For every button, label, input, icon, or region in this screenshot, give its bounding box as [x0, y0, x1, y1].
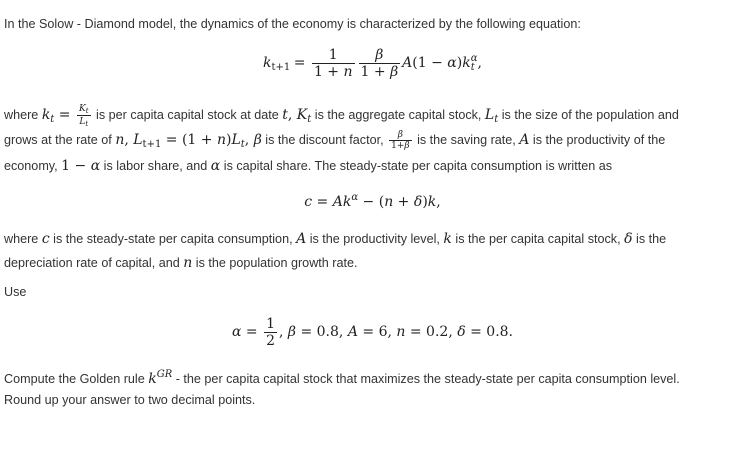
parameter-values-equation: α = $\frac{1}{2}$ , β = 0.8, A = 6, n = 0.2, δ = 0.8.	[231, 316, 514, 350]
dynamics-equation: $k_{t+1}$ = $\frac{1}{1 + n}$ $\frac{\beta}{1 + \beta}$ $A(1 - \alpha)k_t^\alpha$,	[263, 47, 482, 81]
fraction-beta-over-one-plus-beta: $\frac{\beta}{1 + \beta}$	[360, 47, 399, 81]
fraction-saving-rate: $\frac{\beta}{1+\beta}$	[391, 130, 410, 152]
use-label: Use	[4, 285, 27, 299]
consumption-definitions-line-2: depreciation rate of capital, and n is the population growth rate.	[4, 255, 358, 271]
fraction-one-over-one-plus-n: $\frac{1}{1 + n}$	[313, 47, 353, 81]
definitions-line-3: economy, 1 − α is labor share, and α is capital share. The steady-state per capita consumption is written as	[4, 158, 613, 174]
consumption-definitions-line-1: where c is the steady-state per capita consumption, A is the productivity level, k is the per capita capital stock, δ is the	[4, 231, 667, 247]
fraction-K-over-L: $\frac{K_t}{L_t}$	[78, 104, 89, 129]
definitions-line-1: where $k_t$ = $\frac{K_t}{L_t}$ is per capita capital stock at date t, $K_t$ is the aggregate capital stock, $L_t$ is the size of the population and	[4, 104, 679, 129]
fraction-one-half: $\frac{1}{2}$	[266, 316, 276, 350]
intro-text: In the Solow - Diamond model, the dynamics of the economy is characterized by the following equation:	[4, 17, 581, 31]
question-line-1: Compute the Golden rule $k^{GR}$ - the per capita capital stock that maximizes the steady-state per capita consumption level.	[4, 369, 680, 387]
question-line-2: Round up your answer to two decimal points.	[4, 393, 256, 407]
definitions-line-2: grows at the rate of n, $L_{t+1} = (1 + n)L_t$, β is the discount factor, $\frac{\beta}{1+\beta}$ is the saving rate, A is the productivity of the	[4, 130, 666, 152]
consumption-equation: $c = Ak^\alpha - (n + \delta)k$,	[304, 192, 441, 210]
